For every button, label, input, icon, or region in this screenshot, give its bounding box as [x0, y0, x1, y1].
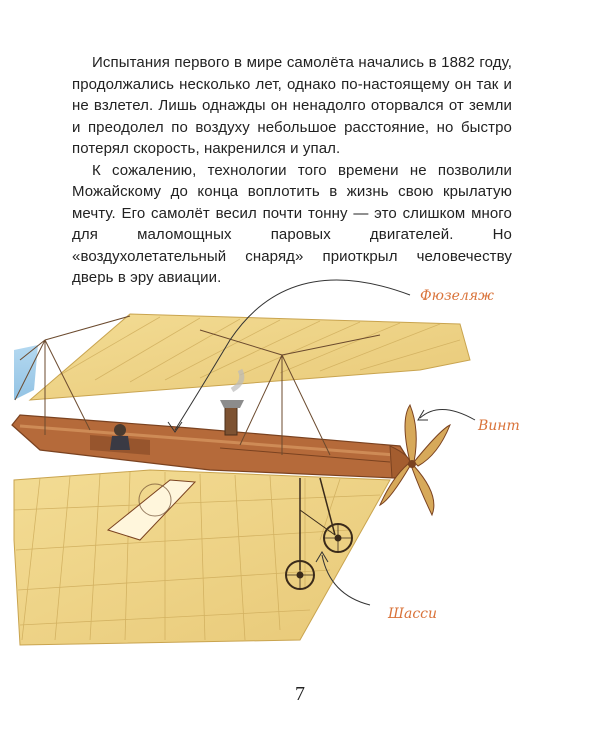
callout-propeller: Винт [478, 418, 520, 434]
fuselage [12, 415, 410, 478]
paragraph-2: К сожалению, технологии того времени не позволили Можайскому до конца воплотить в жизнь свою крылатую мечту. Его самолёт весил почти тонну — это слишком много для маломощных паровых двигателей. Но «воздухолетательный снаряд» приоткрыл человечеству дверь в эру авиации. [72, 161, 512, 286]
callout-fuselage: Фюзеляж [420, 288, 494, 304]
upper-wing [30, 314, 470, 400]
lower-wing [14, 470, 390, 645]
page-number: 7 [295, 683, 305, 705]
paragraph-1: Испытания первого в мире самолёта начались в 1882 году, продолжались несколько лет, однако по-настоящему он так и не взлетел. Лишь однажды он ненадолго оторвался от земли и преодолел по воздуху небольшое расстояние, но быстро потерял скорость, накренился и упал. [72, 54, 512, 157]
callout-chassis: Шасси [388, 606, 438, 622]
mozhaysky-aircraft-illustration [0, 250, 600, 650]
aircraft-drawing [0, 250, 600, 650]
